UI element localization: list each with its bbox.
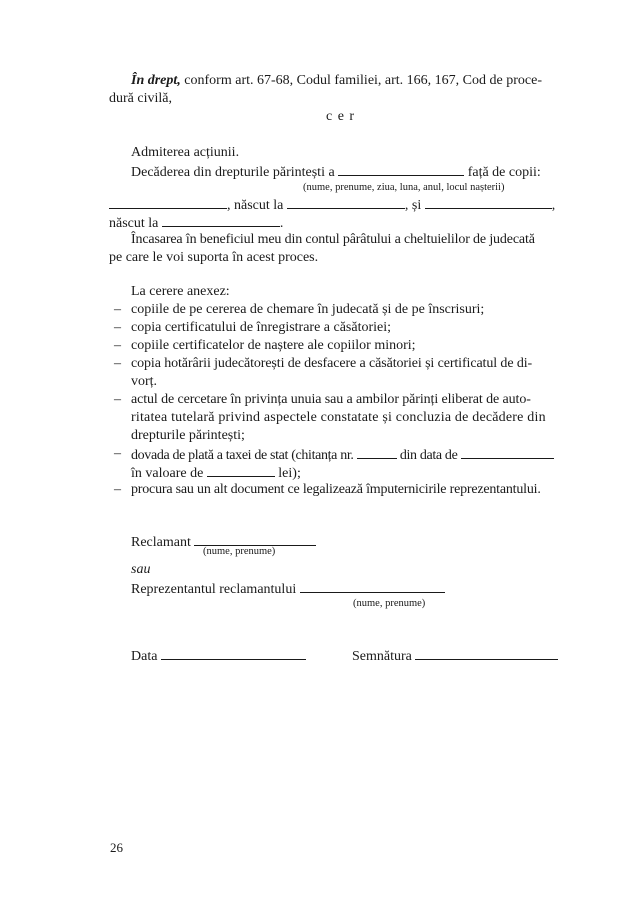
annex-item-6-line-1 xyxy=(131,446,554,464)
claimant-label: Reclamant xyxy=(131,535,191,550)
legal-basis-line-2: dură civilă, xyxy=(109,91,172,106)
child2-birthplace-blank[interactable] xyxy=(162,214,280,227)
fee-date-label: din data de xyxy=(399,448,458,463)
period: . xyxy=(279,216,284,231)
representative-hint: (nume, prenume) xyxy=(353,598,426,609)
child1-birthplace-blank[interactable] xyxy=(287,196,405,209)
legal-basis-text: conform art. 67-68, Codul familiei, art. 166, 167, Cod de proce- xyxy=(180,73,542,88)
children-line-1 xyxy=(109,196,555,214)
annex-item-4-line-2: vorț. xyxy=(131,374,158,389)
annex-item-4-line-1: copia hotărârii judecătorești de desfacere a căsătoriei și certificatul de di- xyxy=(131,356,533,371)
annex-dash-3: – xyxy=(114,338,121,353)
or-italic: sau xyxy=(131,562,151,577)
and-conjunction: , și xyxy=(404,198,422,213)
signature-line xyxy=(352,647,558,665)
claim-deprivation-suffix: față de copii: xyxy=(467,165,541,180)
born-at-1: , născut la xyxy=(227,198,284,213)
page-number: 26 xyxy=(110,840,123,855)
claim-admission: Admiterea acțiunii. xyxy=(131,145,240,160)
annex-item-5-line-2: ritatea tutelară privind aspectele constatate și concluzia de decădere din xyxy=(131,410,546,425)
fee-currency-label: lei); xyxy=(278,466,301,481)
signature-blank[interactable] xyxy=(415,647,558,660)
signature-label: Semnătura xyxy=(352,649,412,664)
claimant-name-blank[interactable] xyxy=(194,533,316,546)
annex-dash-7: – xyxy=(114,482,121,497)
annex-item-5-line-3: drepturile părintești; xyxy=(131,428,245,443)
children-line-2 xyxy=(109,214,283,232)
fee-amount-blank[interactable] xyxy=(207,464,275,477)
annex-item-1: copiile de pe cererea de chemare în judecată și de pe înscrisuri; xyxy=(131,302,485,317)
children-details-hint: (nume, prenume, ziua, luna, anul, locul nașterii) xyxy=(303,182,505,193)
annex-heading: La cerere anexez: xyxy=(131,284,230,299)
annex-dash-1: – xyxy=(114,302,121,317)
date-label: Data xyxy=(131,649,158,664)
annex-item-2: copia certificatului de înregistrare a căsătoriei; xyxy=(131,320,392,335)
annex-dash-4: – xyxy=(114,356,121,371)
annex-item-7: procura sau un alt document ce legalizează împuternicirile reprezentantului. xyxy=(131,482,541,497)
claim-costs-line-1: Încasarea în beneficiul meu din contul pârâtului a cheltuielilor de judecată xyxy=(131,232,535,247)
claim-deprivation-line xyxy=(131,163,541,181)
trailing-comma: , xyxy=(551,198,556,213)
or-label xyxy=(131,562,150,578)
legal-basis-lead: În drept, xyxy=(131,73,181,88)
annex-dash-2: – xyxy=(114,320,121,335)
representative-line xyxy=(131,580,445,598)
receipt-date-blank[interactable] xyxy=(461,446,554,459)
annex-item-5-line-1: actul de cercetare în privința unuia sau a ambilor părinți eliberat de auto- xyxy=(131,392,531,407)
annex-item-6-line-2 xyxy=(131,464,301,482)
fee-amount-label: în valoare de xyxy=(131,466,204,481)
born-at-2: născut la xyxy=(109,216,159,231)
claimant-hint: (nume, prenume) xyxy=(203,546,276,557)
parent-name-blank[interactable] xyxy=(338,163,464,176)
legal-basis-line-1 xyxy=(131,73,542,89)
child1-blank[interactable] xyxy=(109,196,227,209)
fee-receipt-label: dovada de plată a taxei de stat (chitanța nr. xyxy=(131,448,354,463)
claim-costs-line-2: pe care le voi suporta în acest proces. xyxy=(109,250,319,265)
annex-dash-6: – xyxy=(114,446,121,461)
representative-name-blank[interactable] xyxy=(300,580,445,593)
date-blank[interactable] xyxy=(161,647,306,660)
date-line xyxy=(131,647,306,665)
request-heading: c e r xyxy=(326,109,356,124)
claim-deprivation-prefix: Decăderea din drepturile părintești a xyxy=(131,165,335,180)
representative-label: Reprezentantul reclamantului xyxy=(131,582,297,597)
child2-blank[interactable] xyxy=(425,196,552,209)
annex-dash-5: – xyxy=(114,392,121,407)
receipt-number-blank[interactable] xyxy=(357,446,397,459)
annex-item-3: copiile certificatelor de naștere ale copiilor minori; xyxy=(131,338,416,353)
